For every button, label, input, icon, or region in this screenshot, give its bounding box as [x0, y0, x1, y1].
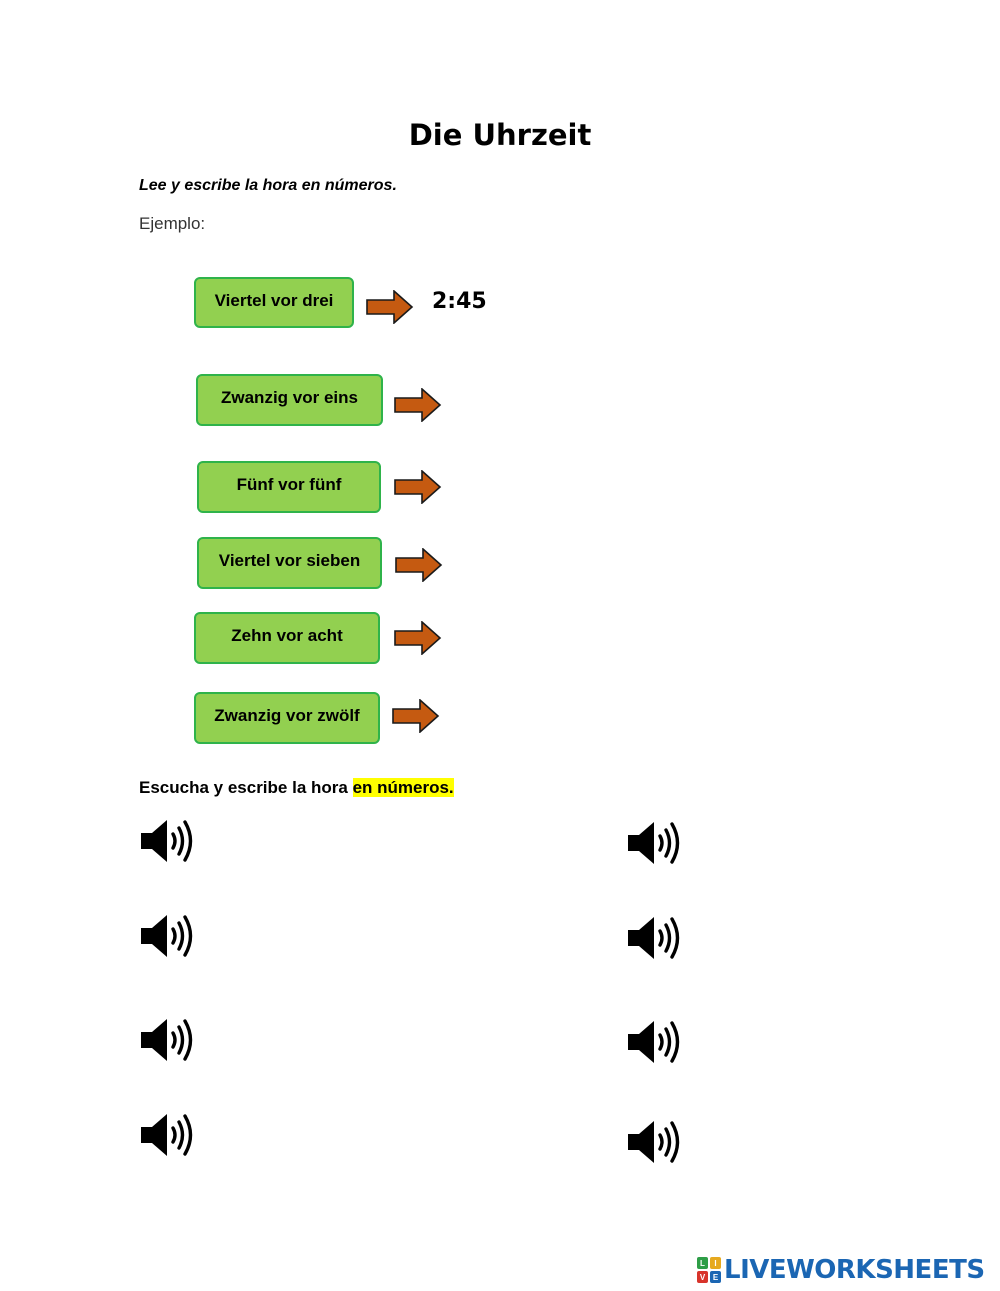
arrow-right-icon — [395, 548, 443, 582]
speaker-icon[interactable] — [139, 1017, 197, 1063]
logo-mark-icon — [697, 1257, 721, 1283]
logo-mark-letter: L — [697, 1257, 708, 1269]
logo-mark-letter: I — [710, 1257, 721, 1269]
instruction-listen-text: Escucha y escribe la hora — [139, 778, 353, 797]
logo-mark-letter: E — [710, 1271, 721, 1283]
phrase-box: Zehn vor acht — [194, 612, 380, 664]
speaker-icon[interactable] — [139, 818, 197, 864]
speaker-icon[interactable] — [626, 1019, 684, 1065]
speaker-icon[interactable] — [626, 1119, 684, 1165]
arrow-right-icon — [394, 621, 442, 655]
liveworksheets-logo[interactable] — [697, 1255, 985, 1285]
phrase-box: Viertel vor sieben — [197, 537, 382, 589]
instruction-listen-highlight: en números. — [352, 778, 454, 797]
example-arrow-icon — [366, 290, 414, 324]
arrow-right-icon — [392, 699, 440, 733]
speaker-icon[interactable] — [139, 1112, 197, 1158]
example-answer: 2:45 — [432, 289, 487, 314]
example-phrase-box: Viertel vor drei — [194, 277, 354, 328]
speaker-icon[interactable] — [139, 913, 197, 959]
phrase-box: Zwanzig vor zwölf — [194, 692, 380, 744]
speaker-icon[interactable] — [626, 915, 684, 961]
page-title: Die Uhrzeit — [408, 118, 592, 152]
arrow-right-icon — [394, 470, 442, 504]
instruction-read-write: Lee y escribe la hora en números. — [139, 177, 397, 194]
phrase-box: Fünf vor fünf — [197, 461, 381, 513]
instruction-listen — [139, 778, 454, 798]
logo-mark-letter: V — [697, 1271, 708, 1283]
logo-text: LIVEWORKSHEETS — [724, 1255, 985, 1285]
phrase-box: Zwanzig vor eins — [196, 374, 383, 426]
arrow-right-icon — [394, 388, 442, 422]
speaker-icon[interactable] — [626, 820, 684, 866]
example-label: Ejemplo: — [139, 214, 206, 233]
